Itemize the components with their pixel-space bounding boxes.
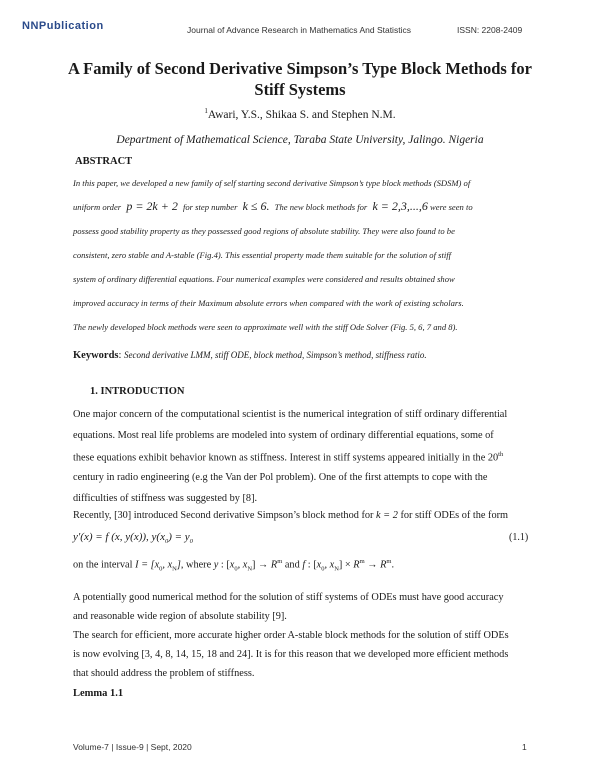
intro-p1-line-3: these equations exhibit behavior known as stiffness. Interest in stiff systems appeared initially in the 20th [73,451,504,464]
intro-p4-line-2: is now evolving [3, 4, 8, 14, 15, 18 and 24]. It is for this reason that we developed more efficient methods [73,649,509,660]
abstract-heading: ABSTRACT [75,156,133,167]
affiliation: Department of Mathematical Science, Taraba State University, Jalingo. Nigeria [116,134,484,146]
intro-p1-line-2: equations. Most real life problems are modeled into system of ordinary differential equations, some of [73,430,494,441]
abstract-line-2: uniform order p = 2k + 2 for step number k ≤ 6. The new block methods for k = 2,3,...,6 were seen to [73,199,473,213]
paper-title: A Family of Second Derivative Simpson’s Type Block Methods for Stiff Systems [68,59,532,99]
equation-1-1: y′(x) = f (x, y(x)), $y(x_0) = y_0$ [73,531,193,546]
abstract-line-7: The newly developed block methods were seen to approximate well with the stiff Ode Solver (Fig. 5, 6, 7 and 8). [73,322,458,332]
abstract-line-5: system of ordinary differential equations. Four numerical examples were considered and results obtained show [73,274,455,284]
authors: $^1$Awari, Y.S., Shikaa S. and Stephen N.M. [204,107,396,121]
intro-p2-line-1: Recently, [30] introduced Second derivative Simpson’s block method for k = 2 for stiff ODEs of the form [73,510,509,521]
page-number: 1 [522,742,527,752]
equation-number: (1.1) [509,532,529,543]
abstract-line-6: improved accuracy in terms of their Maximum absolute errors when compared with the work of existing scholars. [73,298,464,308]
intro-p1-line-4: century in radio engineering (e.g the Van der Pol problem). One of the first attempts to cope with the [73,472,488,483]
interval-line: on the interval $I = [x_0$, $x_N$], where y : [$x_0$, $x_N] \to R^m$ and f : [$x_0$, $x_N] \times R^m \to R^m$. [73,558,395,573]
intro-p4-line-1: The search for efficient, more accurate higher order A-stable block methods for the solution of stiff ODEs [73,630,509,641]
intro-p1-line-5: difficulties of stiffness was suggested by [8]. [73,493,258,504]
intro-p4-line-3: that should address the problem of stiffness. [73,668,255,679]
intro-p1-line-1: One major concern of the computational scientist is the numerical integration of stiff ordinary differential [73,409,508,420]
keywords: Keywords: Second derivative LMM, stiff ODE, block method, Simpson’s method, stiffness ratio. [73,350,427,361]
intro-p3-line-1: A potentially good numerical method for the solution of stiff systems of ODEs must have good accuracy [73,592,504,603]
abstract-line-4: consistent, zero stable and A-stable (Fig.4). This essential property made them suitable for the solution of stiff [73,250,452,260]
abstract-line-3: possess good stability property as they possessed good regions of absolute stability. They were also found to be [73,226,455,236]
issn: ISSN: 2208-2409 [457,25,523,35]
abstract-line-1: In this paper, we developed a new family of self starting second derivative Simpson’s type block methods (SDSM) of [73,178,471,188]
publisher-logo: NNPublication [22,20,104,32]
lemma-heading: Lemma 1.1 [73,688,124,699]
journal-name: Journal of Advance Research in Mathematics And Statistics [187,25,411,35]
footer-volume: Volume-7 | Issue-9 | Sept, 2020 [73,742,192,752]
section-heading-introduction: 1. INTRODUCTION [90,386,185,397]
intro-p3-line-2: and reasonable wide region of absolute stability [9]. [73,611,287,622]
